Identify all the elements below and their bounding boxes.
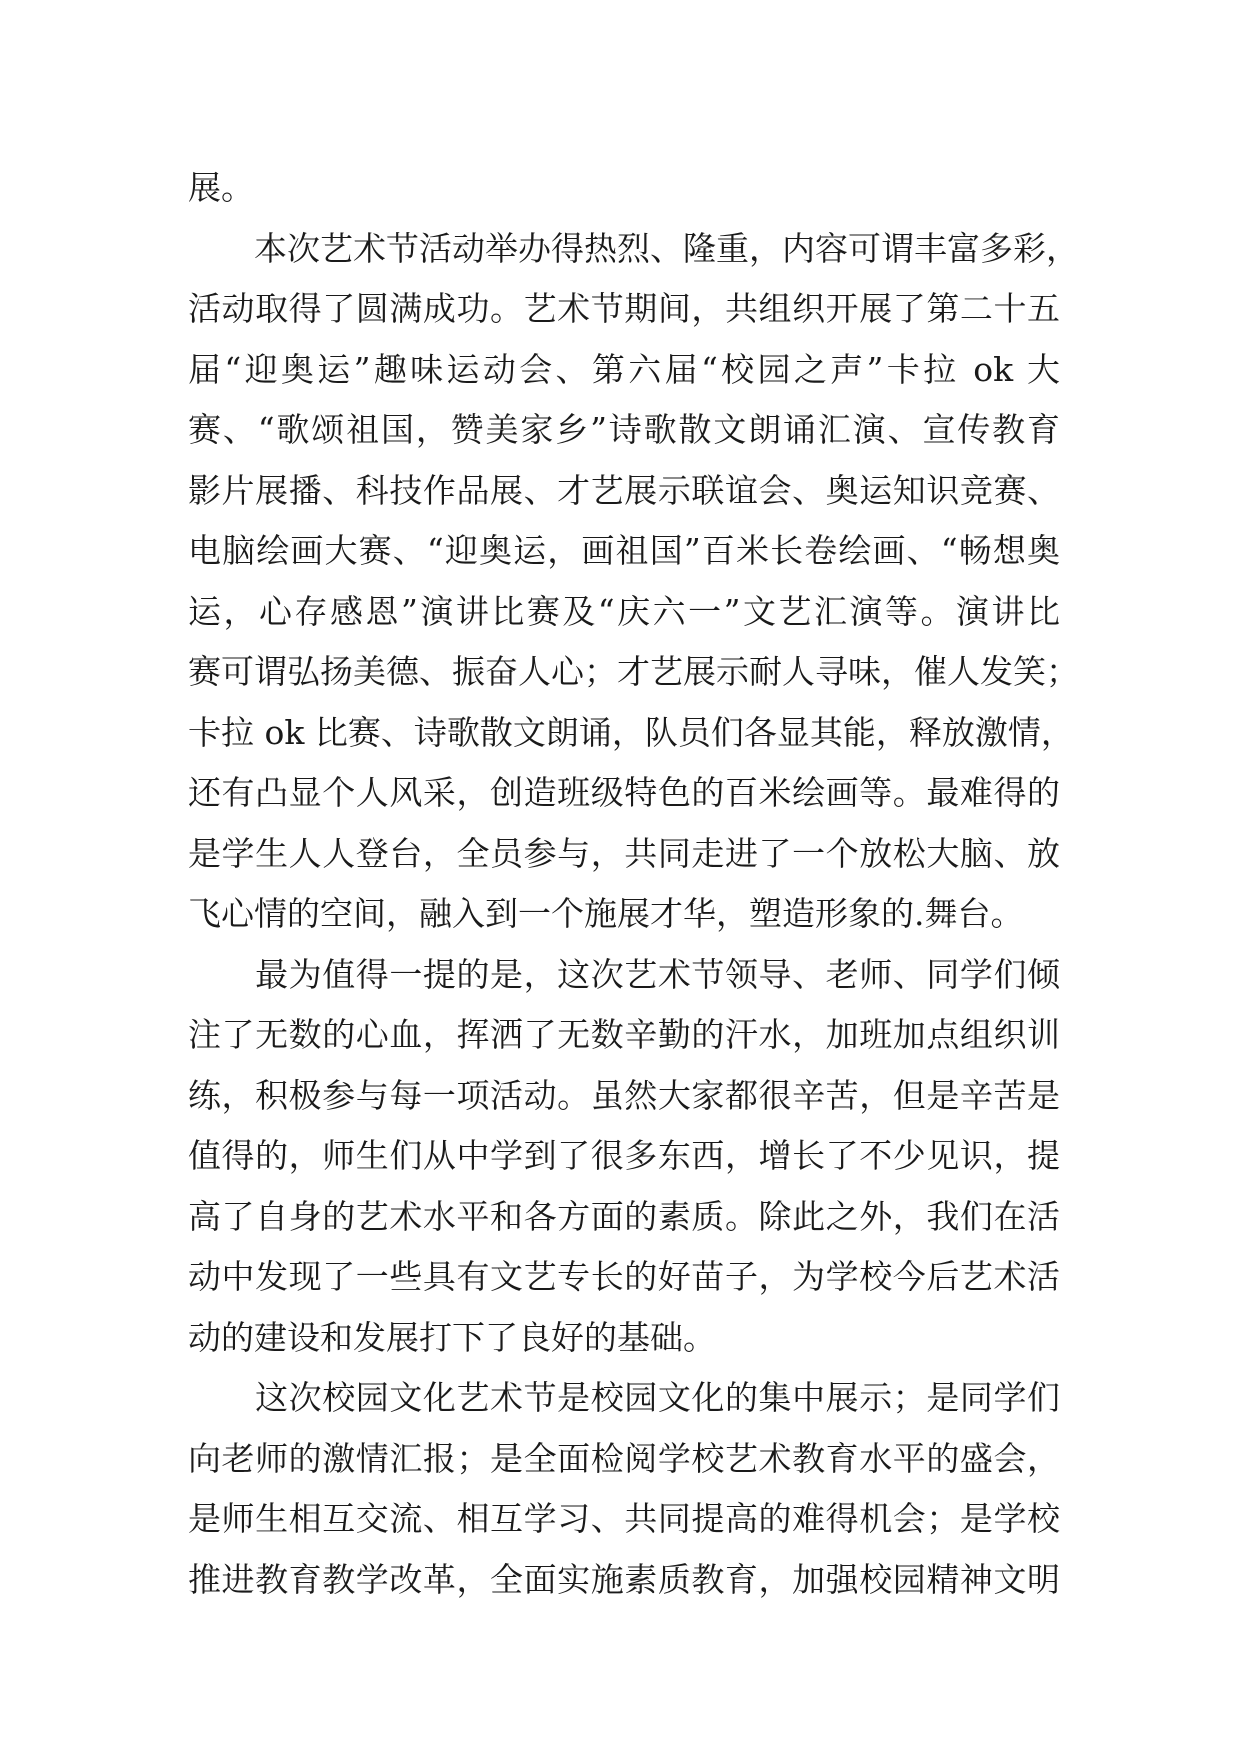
text-line: 飞心情的空间，融入到一个施展才华，塑造形象的.舞台。 (188, 894, 1024, 933)
text-line: 是学生人人登台，全员参与，共同走进了一个放松大脑、放 (188, 833, 1060, 873)
text-line: 最为值得一提的是，这次艺术节领导、老师、同学们倾 (188, 954, 1060, 994)
text-line: 注了无数的心血，挥洒了无数辛勤的汗水，加班加点组织训 (188, 1015, 1060, 1054)
text-line: 值得的，师生们从中学到了很多东西，增长了不少见识，提 (188, 1136, 1060, 1175)
text-line: 电脑绘画大赛、“迎奥运，画祖国”百米长卷绘画、“畅想奥 (188, 531, 1060, 570)
text-line: 练，积极参与每一项活动。虽然大家都很辛苦，但是辛苦是 (188, 1075, 1060, 1115)
text-line: 还有凸显个人风采，创造班级特色的百米绘画等。最难得的 (188, 773, 1060, 812)
text-line: 活动取得了圆满成功。艺术节期间，共组织开展了第二十五 (188, 289, 1060, 328)
text-line: 届“迎奥运”趣味运动会、第六届“校园之声”卡拉 ok 大 (188, 349, 1060, 389)
text-line: 向老师的激情汇报；是全面检阅学校艺术教育水平的盛会， (188, 1438, 1060, 1478)
text-line: 高了自身的艺术水平和各方面的素质。除此之外，我们在活 (188, 1196, 1060, 1236)
text-line: 推进教育教学改革，全面实施素质教育，加强校园精神文明 (188, 1559, 1060, 1599)
text-line: 赛可谓弘扬美德、振奋人心；才艺展示耐人寻味，催人发笑； (188, 652, 1079, 691)
text-line: 动中发现了一些具有文艺专长的好苗子，为学校今后艺术活 (188, 1257, 1060, 1296)
text-line: 这次校园文化艺术节是校园文化的集中展示；是同学们 (188, 1378, 1060, 1417)
text-line: 是师生相互交流、相互学习、共同提高的难得机会；是学校 (188, 1499, 1060, 1538)
document-body-text (188, 158, 1079, 1610)
text-line: 卡拉 ok 比赛、诗歌散文朗诵，队员们各显其能，释放激情， (188, 712, 1074, 752)
text-line: 运，心存感恩”演讲比赛及“庆六一”文艺汇演等。演讲比 (188, 591, 1060, 631)
text-line: 动的建设和发展打下了良好的基础。 (188, 1317, 716, 1357)
text-line: 影片展播、科技作品展、才艺展示联谊会、奥运知识竞赛、 (188, 470, 1060, 510)
text-line: 本次艺术节活动举办得热烈、隆重，内容可谓丰富多彩， (188, 228, 1079, 268)
text-line: 赛、“歌颂祖国，赞美家乡”诗歌散文朗诵汇演、宣传教育 (188, 410, 1060, 449)
text-line: 展。 (188, 168, 254, 207)
